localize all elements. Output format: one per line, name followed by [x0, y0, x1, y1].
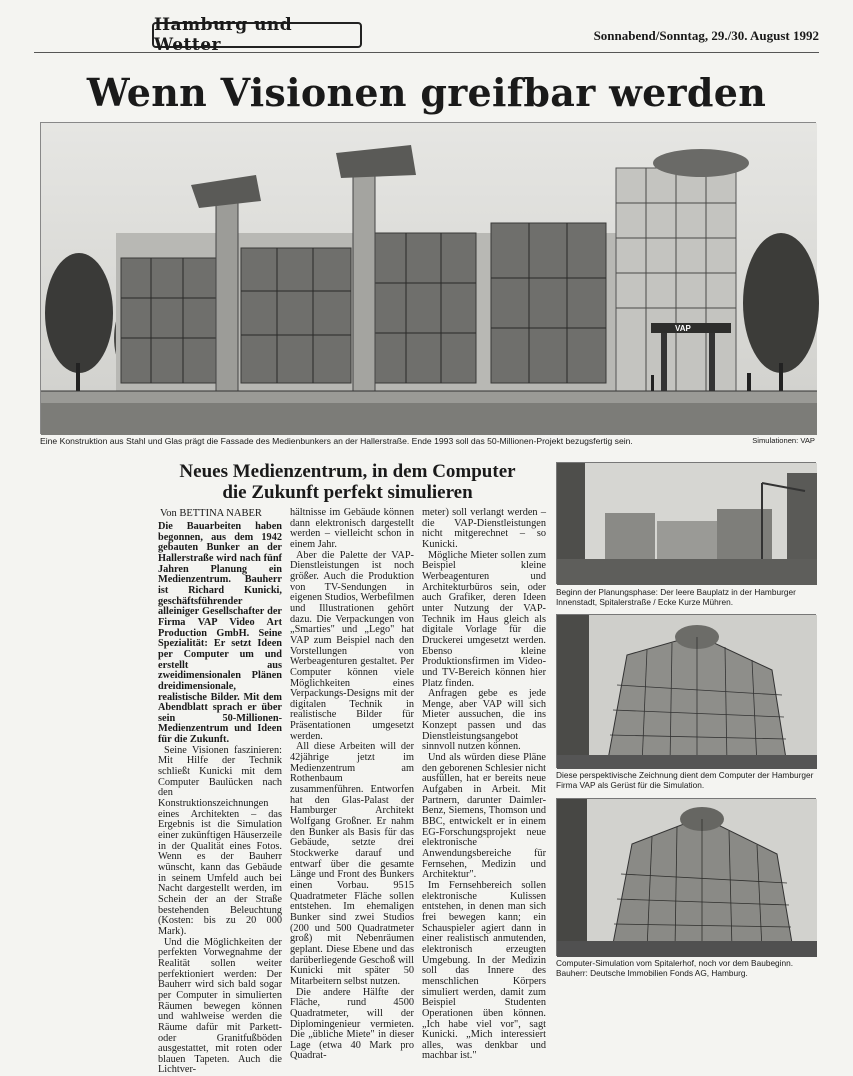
vap-sign: VAP: [675, 324, 691, 333]
article-column-2: [290, 507, 414, 1062]
article-paragraph: Im Fernsehbereich sollen elektronische Kulissen entstehen, in denen man sich frei bewegen kann; ein Schauspieler agiert dann in einer realistisch anmutenden, elektronisch erzeugten Umgebung. In der Medizin soll das Innere des menschlichen Körpers simuliert werden, damit zum Beispiel Studenten Operationen üben können. „Ich habe viel vor", sagt Kunicki. „Mich interessiert alles, was denkbar und machbar ist.": [422, 879, 546, 1062]
byline: Von BETTINA NABER: [160, 508, 262, 519]
article-paragraph: Aber die Palette der VAP-Dienstleistungen ist noch größer. Auch die Produktion von TV-Sendungen in eigenen Studios, Werbefilmen und Illustrationen gehört dazu. Die Verpackungen von „Smarties" und „Lego" hat VAP zum Beispiel nach den Vorstellungen von Werbeagenturen gestaltet. Per Computer können viele Möglichkeiten eines Verpackungs-Designs mit der digitalen Technik in realistische Bilder für Präsentationen umgesetzt werden.: [290, 549, 414, 742]
photo-credit: Simulationen: VAP: [752, 436, 815, 445]
article-paragraph: Und die Möglichkeiten der perfekten Vorwegnahme der Realität sollen weiter perfektioniert werden: Der Bauherr wird sich bald sogar per Computer in simulierten Räumen bewegen können und wahlweise werden die Räume dafür mit Parkett- oder Granitfußböden ausgestattet, mit roten oder blauen Tapeten. Auch die Lichtver-: [158, 936, 282, 1076]
header-rule: [34, 52, 819, 53]
page-headline: Wenn Visionen greifbar werden: [86, 70, 767, 115]
article-paragraph: hältnisse im Gebäude können dann elektronisch dargestellt werden – vielleicht schon in einem Jahr.: [290, 507, 414, 550]
article-lead: Die Bauarbeiten haben begonnen, aus dem 1942 gebauten Bunker an der Hallerstraße wird nach fünf Jahren Planung ein Medienzentrum. Bauherr ist Richard Kunicki, geschäftsführender alleiniger Gesellschafter der Firma VAP Video Art Production GmbH. Seine Spezialität: Er setzt Ideen per Computer um und erstellt aus zweidimensionalen Plänen dreidimensionale, realistische Bilder. Mit dem Abendblatt sprach er über sein 50-Millionen-Medienzentrum und Ideen für die Zukunft.: [158, 521, 282, 746]
article-paragraph: Mögliche Mieter sollen zum Beispiel kleine Werbeagenturen und Architekturbüros sein, oder auch Grafiker, deren Ideen unter Nutzung der VAP-Technik im Haus gleich als digitale Vorlage für die Druckerei umgesetzt werden. Ebenso kleine Produktionsfirmen im Video- und TV-Bereich können hier Platz finden.: [422, 549, 546, 689]
article-paragraph: Und als würden diese Pläne den geborenen Schlesier nicht ausfüllen, hat er bereits neue Aufgaben in Arbeit. Mit Partnern, darunter Daimler-Benz, Siemens, Thomson und BBC, entwickelt er in einem EG-Forschungsprojekt neue elektronische Anwendungsbereiche für Fernsehen, Medizin und Architektur".: [422, 752, 546, 881]
side-caption-3: Computer-Simulation vom Spitalerhof, noch vor dem Baubeginn. Bauherr: Deutsche Immobilien Fonds AG, Hamburg.: [556, 958, 794, 978]
article-title-line2: die Zukunft perfekt simulieren: [222, 482, 473, 503]
article-column-1: [158, 521, 282, 1076]
article-paragraph: Seine Visionen faszinieren: Mit Hilfe der Technik schließt Kunicki mit dem Computer Baulücken nach den Konstruktionszeichnungen eines Architekten – das Ergebnis ist die Simulation einer zukünftigen Häuserzeile in der Qualität eines Fotos. Wenn es der Bauherr wünscht, kann das Gebäude in seinem Umfeld auch bei Nacht dargestellt werden, im Schein der an der Straße bestehenden Beleuchtung (Kosten: bis zu 20 000 Mark).: [158, 744, 282, 937]
article-title-line1: Neues Medienzentrum, in dem Computer: [179, 461, 516, 482]
main-photo-caption: Eine Konstruktion aus Stahl und Glas prägt die Fassade des Medienbunkers an der Hallerstraße. Ende 1993 soll das 50-Millionen-Projekt bezugsfertig sein.: [40, 436, 633, 446]
side-caption-1: Beginn der Planungsphase: Der leere Bauplatz in der Hamburger Innenstadt, Spitalerstraße / Ecke Kurze Mühren.: [556, 587, 796, 607]
section-label: Hamburg und Wetter: [152, 22, 362, 48]
article-column-3: [422, 507, 546, 1062]
article-paragraph: Anfragen gebe es jede Menge, aber VAP will sich Mieter aussuchen, die ins Konzept passen und das Dienstleistungsangebot sinnvoll nutzen können.: [422, 688, 546, 753]
side-photo-building-site: [556, 462, 816, 584]
article-paragraph: meter) soll verlangt werden – die VAP-Dienstleistungen nicht mitgerechnet – so Kunicki.: [422, 507, 546, 550]
issue-date: Sonnabend/Sonntag, 29./30. August 1992: [593, 28, 819, 43]
side-drawing-perspective: [556, 614, 816, 768]
main-photo: [40, 122, 816, 434]
side-caption-2: Diese perspektivische Zeichnung dient dem Computer der Hamburger Firma VAP als Gerüst für die Simulation.: [556, 770, 814, 790]
article-paragraph: Die andere Hälfte der Fläche, rund 4500 Quadratmeter, will der Diplomingenieur vermieten. Die „übliche Miete" in dieser Lage (etwa 40 Mark pro Quadrat-: [290, 986, 414, 1062]
article-title: [150, 461, 545, 503]
article-paragraph: All diese Arbeiten will der 42jährige jetzt im Medienzentrum am Rothenbaum zusammenführen. Entworfen hat den Glas-Palast der Hamburger Architekt Wolfgang Großner. Er nahm den Bunker als Basis für das Gebäude, setzte drei Stockwerke darauf und entwarf über die gesamte Länge und Front des Bunkers einen Vorbau. 9515 Quadratmeter Fläche sollen entstehen. Im ehemaligen Bunker sind zwei Studios (200 und 500 Quadratmeter groß) mit Nebenräumen geplant. Diese Ebene und das darüberliegende Geschoß will Kunicki mit später 50 Mitarbeitern selbst nutzen.: [290, 741, 414, 987]
media-bunker-rendering: [41, 123, 817, 435]
side-photo-simulation: [556, 798, 816, 956]
